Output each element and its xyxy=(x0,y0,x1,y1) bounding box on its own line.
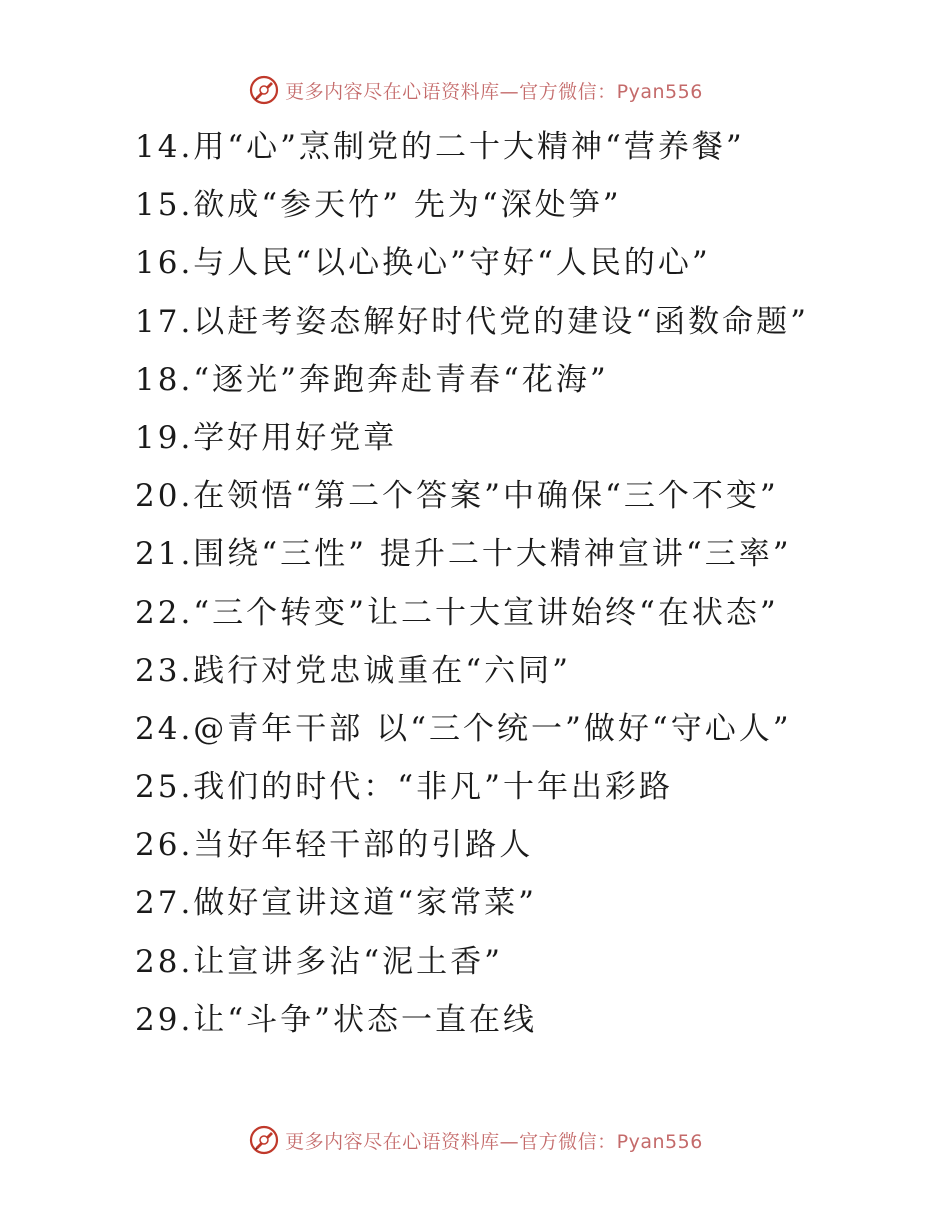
quill-logo-icon xyxy=(247,73,281,107)
watermark-header xyxy=(0,70,950,110)
title-list xyxy=(135,118,935,1049)
watermark-text: 更多内容尽在心语资料库—官方微信：Pyan556 xyxy=(285,1130,703,1153)
watermark-text: 更多内容尽在心语资料库—官方微信：Pyan556 xyxy=(285,80,703,103)
list-item: 29.让“斗争”状态一直在线 xyxy=(135,1001,537,1038)
list-item: 19.学好用好党章 xyxy=(135,419,398,456)
list-item: 21.围绕“三性” 提升二十大精神宣讲“三率” xyxy=(135,536,792,573)
list-item: 16.与人民“以心换心”守好“人民的心” xyxy=(135,245,711,282)
list-item: 20.在领悟“第二个答案”中确保“三个不变” xyxy=(135,478,779,515)
list-item: 27.做好宣讲这道“家常菜” xyxy=(135,885,537,922)
list-item: 14.用“心”烹制党的二十大精神“营养餐” xyxy=(135,129,745,165)
list-item: 24.@青年干部 以“三个统一”做好“守心人” xyxy=(135,710,792,747)
list-item: 22.“三个转变”让二十大宣讲始终“在状态” xyxy=(135,594,779,631)
list-item: 15.欲成“参天竹” 先为“深处笋” xyxy=(135,187,622,224)
quill-logo-icon xyxy=(247,1123,281,1157)
list-item: 26.当好年轻干部的引路人 xyxy=(135,827,534,864)
list-item: 28.让宣讲多沾“泥土香” xyxy=(135,943,503,980)
list-item: 18.“逐光”奔跑奔赴青春“花海” xyxy=(135,361,609,398)
list-item: 25.我们的时代：“非凡”十年出彩路 xyxy=(135,769,673,806)
watermark-footer xyxy=(0,1120,950,1160)
list-item: 23.践行对党忠诚重在“六同” xyxy=(135,652,571,689)
list-item: 17.以赶考姿态解好时代党的建设“函数命题” xyxy=(135,303,809,340)
